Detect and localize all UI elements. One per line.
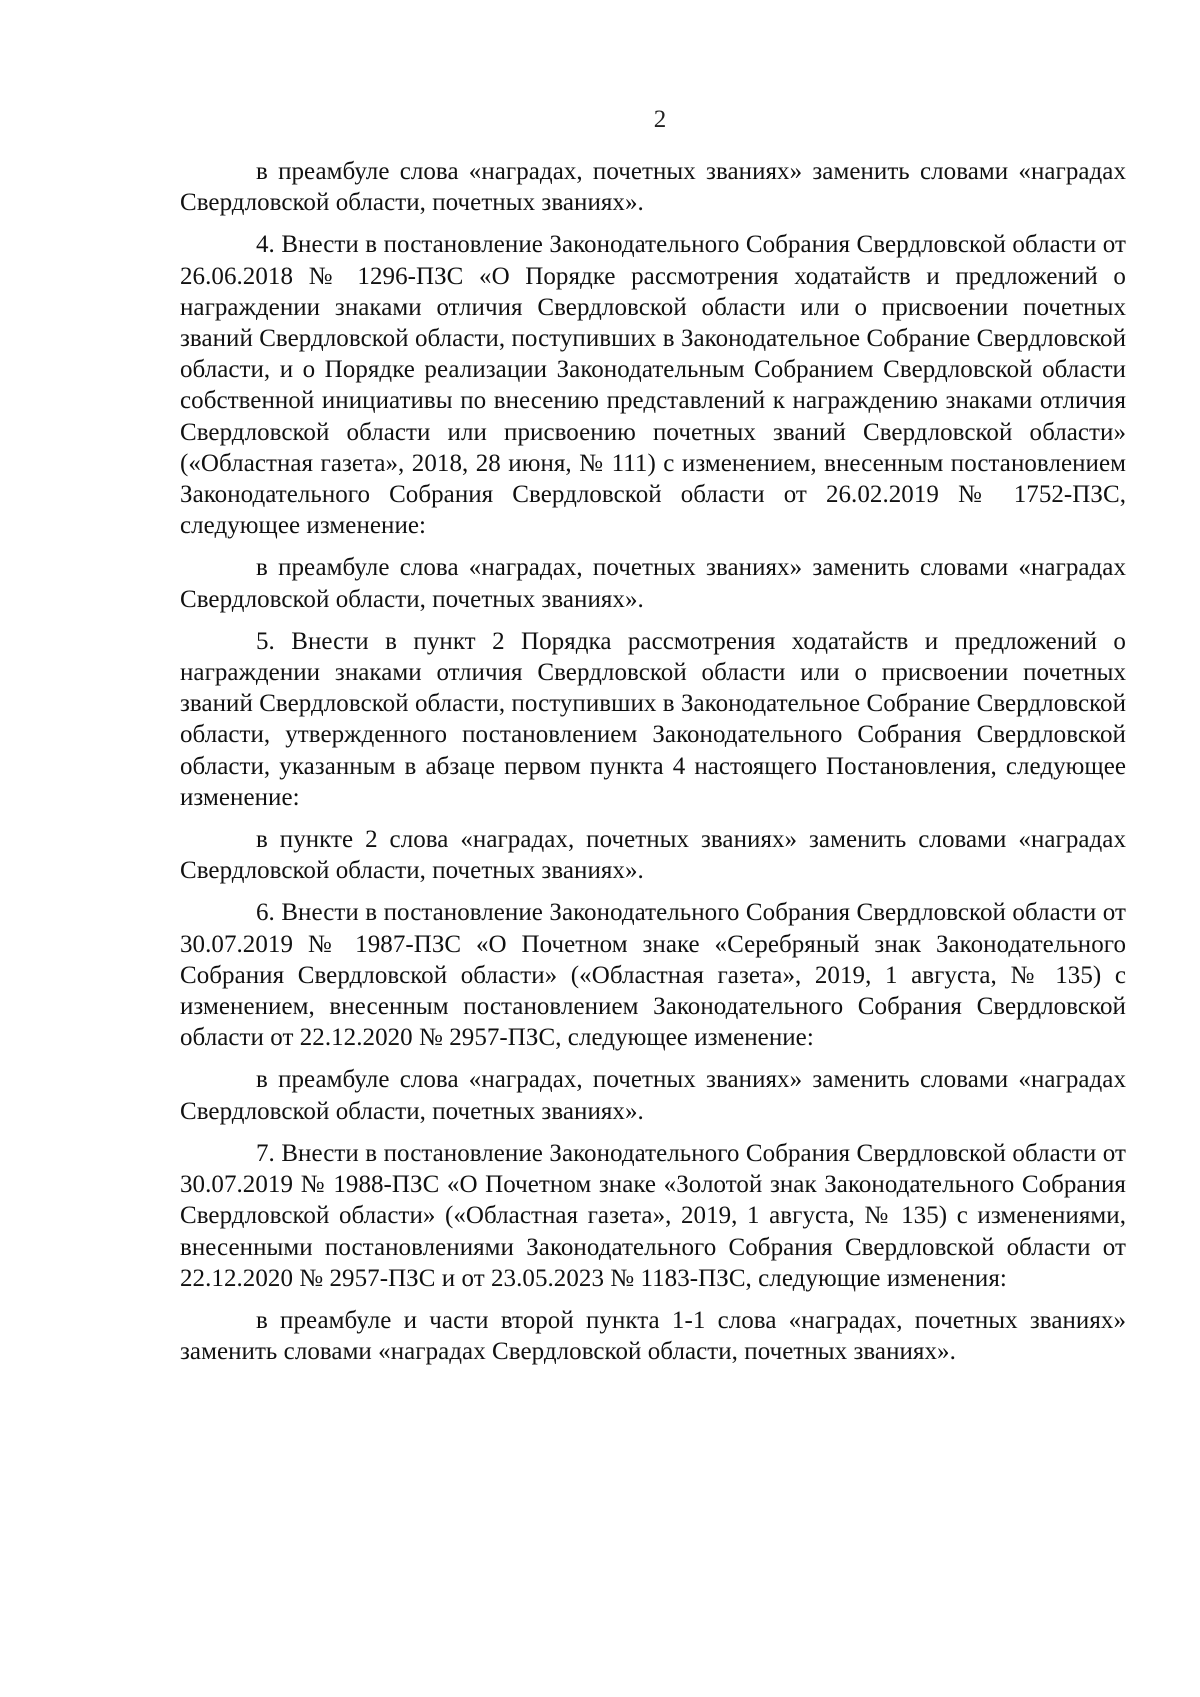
page-number: 2 bbox=[653, 106, 667, 133]
paragraph-point-2-amendment: в пункте 2 слова «наградах, почетных званиях» заменить словами «наградах Свердловской области, почетных званиях». bbox=[180, 826, 1126, 885]
paragraph-preamble-amendment-2: в преамбуле слова «наградах, почетных званиях» заменить словами «наградах Свердловской области, почетных званиях». bbox=[180, 554, 1126, 613]
paragraph-preamble-and-point-1-1-amendment: в преамбуле и части второй пункта 1-1 слова «наградах, почетных званиях» заменить словами «наградах Свердловской области, почетных званиях». bbox=[180, 1306, 1126, 1366]
paragraph-item-6: 6. Внести в постановление Законодательного Собрания Свердловской области от 30.07.2019 № 1987-ПЗС «О Почетном знаке «Серебряный знак Законодательного Собрания Свердловской области» («Областная газета», 2019, 1 августа, № 135) с изменением, внесенным постановлением Законодательного Собрания Свердловской области от 22.12.2020 № 2957-ПЗС, следующее изменение: bbox=[180, 899, 1126, 1052]
paragraph-item-5: 5. Внести в пункт 2 Порядка рассмотрения ходатайств и предложений о награждении знаками отличия Свердловской области или о присвоении почетных званий Свердловской области, поступивших в Законодательное Собрание Свердловской области, утвержденного постановлением Законодательного Собрания Свердловской области, указанным в абзаце первом пункта 4 настоящего Постановления, следующее изменение: bbox=[180, 627, 1126, 811]
paragraph-item-4: 4. Внести в постановление Законодательного Собрания Свердловской области от 26.06.2018 № 1296-ПЗС «О Порядке рассмотрения ходатайств и предложений о награждении знаками отличия Свердловской области или о присвоении почетных званий Свердловской области, поступивших в Законодательное Собрание Свердловской области, и о Порядке реализации Законодательным Собранием Свердловской области собственной инициативы по внесению представлений к награждению знаками отличия Свердловской области или присвоению почетных званий Свердловской области» («Областная газета», 2018, 28 июня, № 111) с изменением, внесенным постановлением Законодательного Собрания Свердловской области от 26.02.2019 № 1752-ПЗС, следующее изменение: bbox=[180, 231, 1126, 540]
paragraph-item-7: 7. Внести в постановление Законодательного Собрания Свердловской области от 30.07.2019 № 1988-ПЗС «О Почетном знаке «Золотой знак Законодательного Собрания Свердловской области» («Областная газета», 2019, 1 августа, № 135) с изменениями, внесенными постановлениями Законодательного Собрания Свердловской области от 22.12.2020 № 2957-ПЗС и от 23.05.2023 № 1183-ПЗС, следующие изменения: bbox=[180, 1139, 1126, 1292]
paragraph-preamble-amendment-1: в преамбуле слова «наградах, почетных званиях» заменить словами «наградах Свердловской области, почетных званиях». bbox=[180, 158, 1126, 217]
document-body bbox=[180, 156, 1126, 1378]
paragraph-preamble-amendment-3: в преамбуле слова «наградах, почетных званиях» заменить словами «наградах Свердловской области, почетных званиях». bbox=[180, 1066, 1126, 1125]
